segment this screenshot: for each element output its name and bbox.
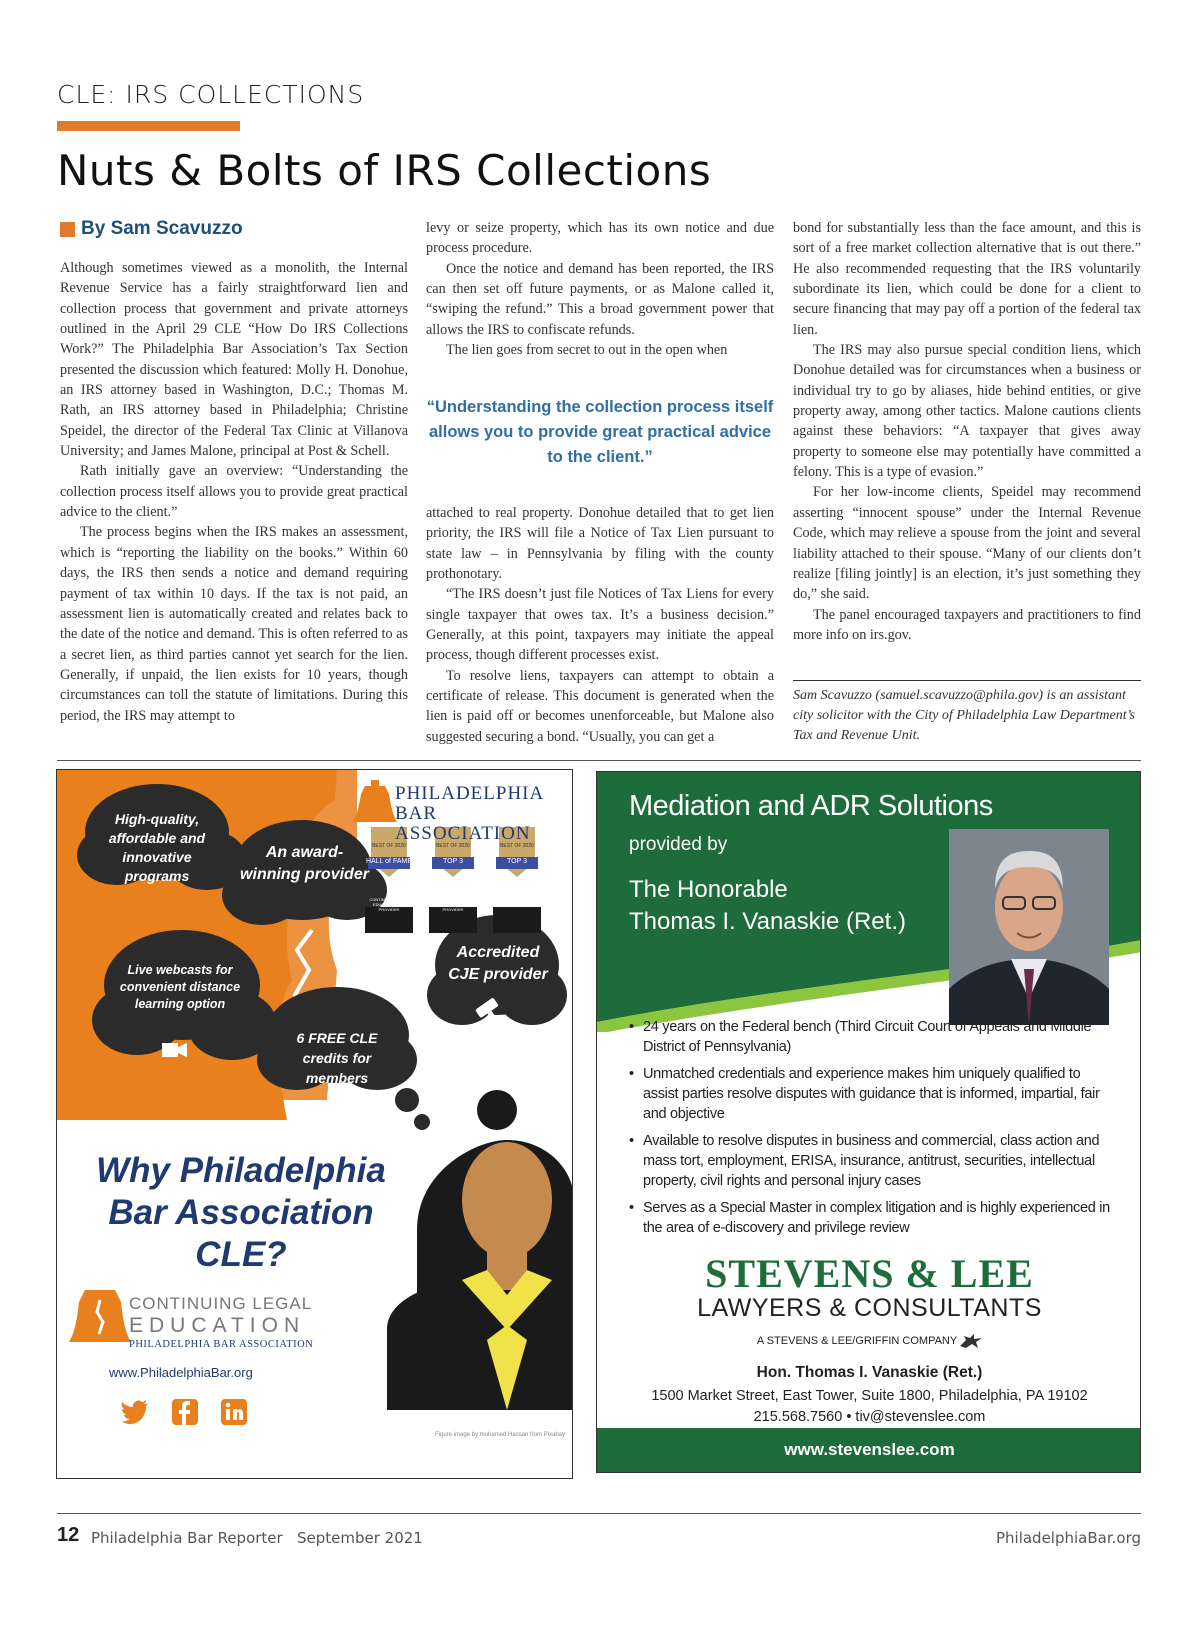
list-item: • Available to resolve disputes in business and commercial, class action and mass tort, employment, ERISA, insurance, antitrust, securities, intellectual property, civil rights and personal injury cases	[629, 1131, 1119, 1191]
paragraph: bond for substantially less than the face amount, and this is sort of a free market collection alternative that is out there.” He also recommended requesting that the IRS voluntarily subordinate its lien, which could be done for a client to secure financing that may pay off a portion of the federal tax lien.	[793, 220, 1141, 338]
badge-1	[365, 843, 413, 912]
firm-logo-name: STEVENS & LEE	[705, 1251, 1034, 1296]
badge-caption-text: CONTINUING LEGAL EDUCATION CLE PROVIDER	[433, 897, 473, 912]
article-headline: Nuts & Bolts of IRS Collections	[57, 146, 712, 195]
section-accent-rule	[57, 121, 240, 131]
twitter-icon[interactable]	[121, 1398, 149, 1426]
article-column-3	[793, 218, 1141, 645]
section-label: CLE: IRS COLLECTIONS	[57, 80, 365, 109]
bio-divider	[793, 680, 1141, 681]
badge-banner-text: TOP 3	[507, 858, 527, 865]
cle-logo-line3: PHILADELPHIA BAR ASSOCIATION	[129, 1339, 314, 1350]
footer-divider	[57, 1513, 1141, 1514]
cloud-text-award: An award-winning provider	[240, 844, 369, 883]
paragraph: Rath initially gave an overview: “Understanding the collection process itself allows you to provide great practical advice to the client.”	[60, 463, 408, 521]
byline	[60, 218, 243, 240]
pba-logo-text	[395, 784, 572, 844]
paragraph: To resolve liens, taxpayers can attempt to obtain a certificate of release. This document is generated when the lien is paid off or becomes unenforceable, but Malone also suggested securing a bond. “Usually, you can get a	[426, 667, 774, 745]
paragraph: “The IRS doesn’t just file Notices of Tax Liens for every single taxpayer that owes tax. It’s a business decision.” Generally, at this point, taxpayers may initiate the appeal process, though different processes exist.	[426, 586, 774, 664]
badge-banner-text: HALL of FAME	[365, 858, 413, 865]
paragraph: attached to real property. Donohue detailed that to get lien priority, the IRS will file a Notice of Tax Lien pursuant to state law – in Pennsylvania by filing with the county prothonotary.	[426, 505, 774, 583]
list-item: • Serves as a Special Master in complex litigation and is highly experienced in the area of e-discovery and privilege review	[629, 1198, 1119, 1238]
mediation-name-line2: Thomas I. Vanaskie (Ret.)	[629, 908, 906, 935]
cloud-text-programs: High-quality, affordable and innovative programs	[108, 811, 206, 884]
mediation-subtitle: provided by	[629, 834, 728, 855]
article-column-2-top	[426, 218, 774, 360]
cle-liberty-bell-icon	[69, 1290, 131, 1342]
paragraph: The process begins when the IRS makes an assessment, which is “reporting the liability on the books.” Within 60 days, the IRS then sends a notice and demand requiring payment of tax within 10 days. If the tax is not paid, an assessment lien is automatically created and relates back to the date of the notice and demand. This is often referred to as a secret lien, as third parties cannot yet search for the lien. Generally, if unpaid, the lien exists for 10 years, though circumstances can toll the statute of limitations. During this period, the IRS may attempt to	[60, 524, 408, 724]
pba-logo-line1: PHILADELPHIA	[395, 783, 545, 804]
paragraph: The IRS may also pursue special condition liens, which Donohue detailed was for circumstances when a business or individual try to go by aliases, hide behind entities, or give property away, among other tactics. Malone cautions clients against these behaviors: “A taxpayer that gives away property to someone else may potentially have committed a felony. This is a type of evasion.”	[793, 342, 1141, 481]
cle-logo-line1: CONTINUING LEGAL	[129, 1294, 313, 1313]
page-number: 12	[57, 1524, 80, 1546]
article-column-2-bottom	[426, 503, 774, 747]
list-item: • Unmatched credentials and experience makes him uniquely qualified to assist parties resolve disputes with guidance that is informed, impartial, fair and objective	[629, 1064, 1119, 1124]
badge-3	[493, 843, 541, 902]
liberty-bell-icon	[353, 780, 397, 822]
paragraph: The lien goes from secret to out in the open when	[446, 342, 728, 359]
mediation-title: Mediation and ADR Solutions	[629, 790, 993, 822]
paragraph: The panel encouraged taxpayers and practitioners to find more info on irs.gov.	[793, 606, 1141, 643]
badge-caption-text: CONTINUING LEGAL EDUCATION CLE PROVIDER	[369, 897, 409, 912]
contact-name: Hon. Thomas I. Vanaskie (Ret.)	[756, 1364, 983, 1381]
firm-griffin-text: A STEVENS & LEE/GRIFFIN COMPANY	[756, 1334, 958, 1347]
badge-banner-text: TOP 3	[443, 858, 463, 865]
article-column-1	[60, 258, 408, 726]
paragraph: For her low-income clients, Speidel may recommend asserting “innocent spouse” under the Internal Revenue Code, which may relieve a spouse from the joint and several liability attached to their spouse. “Many of our clients don’t realize [filing jointly] is an election, it’s just something they do,” she said.	[793, 484, 1141, 603]
byline-text: By Sam Scavuzzo	[81, 218, 243, 239]
section-divider	[57, 760, 1141, 761]
cloud-text-webcasts: Live webcasts for convenient distance learning option	[119, 963, 241, 1011]
mediation-advertisement[interactable]	[596, 771, 1141, 1473]
griffin-icon	[960, 1334, 982, 1348]
mediation-name-line1: The Honorable	[629, 876, 788, 903]
cle-logo-line2: EDUCATION	[129, 1314, 306, 1337]
badge-caption-text: ONLINE CLE PROGRAM	[494, 897, 540, 902]
woman-illustration	[387, 1090, 573, 1410]
cloud-text-credits: 6 FREE CLE credits for members	[296, 1030, 378, 1086]
badge-top-text: BEST OF 2020	[500, 843, 534, 849]
contact-phone-email[interactable]: 215.568.7560 • tiv@stevenslee.com	[753, 1409, 986, 1425]
portrait-photo	[949, 829, 1109, 1025]
cle-advertisement[interactable]	[56, 769, 573, 1479]
badge-top-text: BEST OF 2020	[372, 843, 406, 849]
footer-url[interactable]: PhiladelphiaBar.org	[995, 1529, 1141, 1547]
mediation-credentials-list	[629, 1017, 1119, 1245]
facebook-icon[interactable]	[171, 1398, 199, 1426]
badge-top-text: BEST OF 2020	[436, 843, 470, 849]
list-item: • 24 years on the Federal bench (Third Circuit Court of Appeals and Middle District of Pennsylvania)	[629, 1017, 1119, 1057]
firm-logo-subtitle: LAWYERS & CONSULTANTS	[697, 1294, 1042, 1322]
cle-ad-headline: Why Philadelphia Bar Association CLE?	[96, 1151, 386, 1274]
badge-2	[429, 843, 477, 912]
paragraph: levy or seize property, which has its own notice and due process procedure.	[426, 220, 774, 257]
paragraph: Although sometimes viewed as a monolith, the Internal Revenue Service has a fairly straightforward lien and collection process that government and private attorneys outlined in the April 29 CLE “How Do IRS Collections Work?” The Philadelphia Bar Association’s Tax Section presented the discussion which featured: Molly H. Donohue, an IRS attorney based in Washington, D.C.; Thomas M. Rath, an IRS attorney based in Philadelphia; Christine Speidel, the director of the Federal Tax Clinic at Villanova University; and James Malone, principal at Post & Schell.	[60, 260, 408, 460]
pba-logo-line2: BAR ASSOCIATION	[395, 803, 531, 844]
pull-quote: “Understanding the collection process itself allows you to provide great practical advice to the client.”	[426, 398, 774, 466]
firm-griffin-line	[597, 1334, 1141, 1348]
linkedin-icon[interactable]	[220, 1398, 248, 1426]
paragraph: Once the notice and demand has been reported, the IRS can then set off future payments, or as Malone called it, “swiping the refund.” This a broad government power that allows the IRS to confiscate refunds.	[426, 260, 774, 338]
image-credit: Figure image by mohamed Hassan from Pixabay	[435, 1432, 566, 1438]
video-camera-icon	[162, 1043, 187, 1057]
author-bio: Sam Scavuzzo (samuel.scavuzzo@phila.gov) is an assistant city solicitor with the City of Philadelphia Law Department’s Tax and Revenue Unit.	[793, 688, 1135, 743]
mediation-url[interactable]: www.stevenslee.com	[597, 1428, 1141, 1472]
cle-ad-url[interactable]: www.PhiladelphiaBar.org	[109, 1365, 253, 1380]
publication-info: Philadelphia Bar Reporter September 2021	[91, 1529, 423, 1547]
contact-address: 1500 Market Street, East Tower, Suite 1800, Philadelphia, PA 19102	[651, 1388, 1088, 1404]
cloud-text-cje: Accredited CJE provider	[448, 944, 548, 983]
byline-square-icon	[60, 222, 75, 237]
